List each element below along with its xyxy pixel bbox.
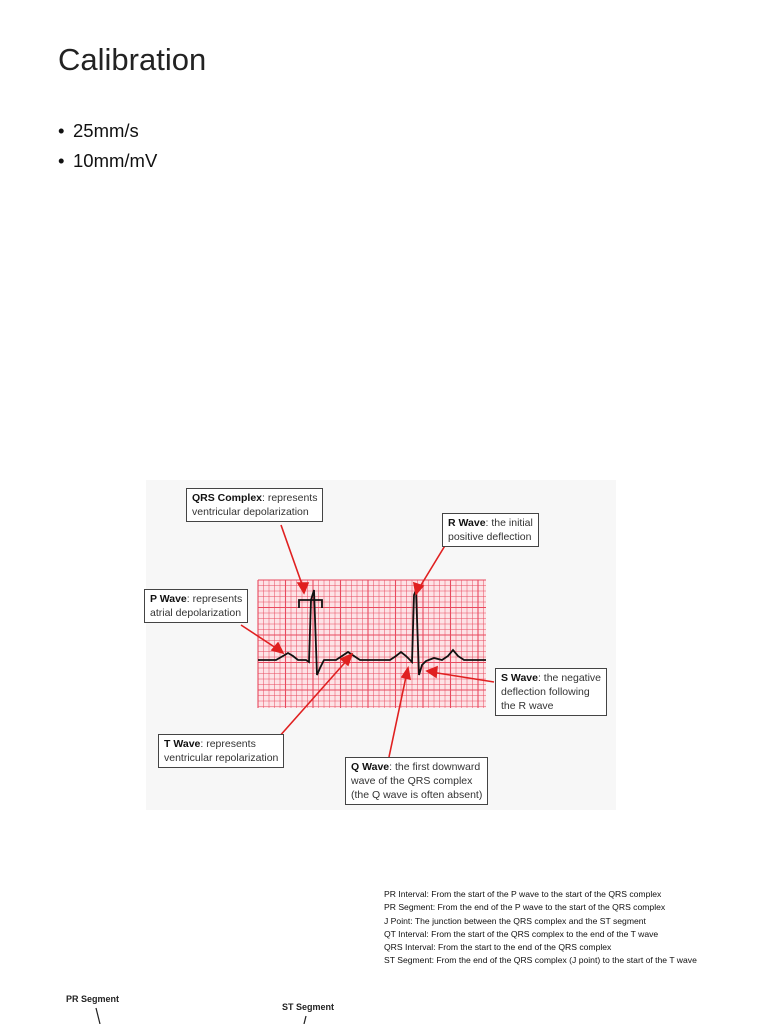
interval-definitions (384, 888, 697, 968)
callout-text: : represents (200, 738, 256, 750)
callout-text: : represents (186, 593, 243, 605)
bullet-item: • 25mm/s (58, 120, 139, 141)
callout-text: the R wave (501, 700, 554, 712)
bullet-list (58, 116, 157, 176)
callout-q-wave (345, 757, 488, 805)
callout-text: positive deflection (448, 531, 532, 543)
callout-text: : represents (262, 492, 318, 504)
grid-paper (258, 580, 486, 708)
callout-text: atrial depolarization (150, 607, 242, 619)
definition-line: QRS Interval: From the start to the end of the QRS complex (384, 942, 612, 953)
bullet-text: 25mm/s (73, 120, 139, 141)
callout-term: P Wave (150, 593, 187, 605)
st-segment-pointer (304, 1016, 306, 1024)
definition-line: ST Segment: From the end of the QRS complex (J point) to the start of the T wave (384, 955, 697, 966)
ecg-grid (258, 580, 486, 708)
callout-text: (the Q wave is often absent) (351, 789, 483, 801)
callout-qrs (186, 488, 323, 522)
callout-text: ventricular depolarization (192, 506, 309, 518)
definition-line: J Point: The junction between the QRS complex and the ST segment (384, 915, 646, 926)
callout-text: : the initial (485, 517, 533, 529)
slide-title: Calibration (58, 42, 207, 77)
bullet-text: 10mm/mV (73, 150, 158, 171)
callout-r-wave (442, 513, 539, 547)
pr-segment-label: PR Segment (66, 994, 120, 1004)
ecg-diagram (146, 480, 616, 810)
callout-p-wave (144, 589, 248, 623)
callout-term: T Wave (164, 738, 201, 750)
callout-text: wave of the QRS complex (351, 775, 473, 787)
callout-term: R Wave (448, 517, 486, 529)
callout-text: : the negative (537, 672, 602, 684)
callout-term: QRS Complex (192, 492, 263, 504)
definition-line: PR Segment: From the end of the P wave to the start of the QRS complex (384, 902, 666, 913)
definition-line: PR Interval: From the start of the P wave to the start of the QRS complex (384, 889, 662, 899)
callout-text: : the first downward (389, 761, 481, 773)
callout-text: ventricular repolarization (164, 752, 279, 764)
callout-term: S Wave (501, 672, 538, 684)
bullet-item: • 10mm/mV (58, 150, 158, 171)
pr-segment-pointer (96, 1008, 100, 1024)
callout-text: deflection following (501, 686, 590, 698)
callout-term: Q Wave (351, 761, 390, 773)
definition-line: QT Interval: From the start of the QRS complex to the end of the T wave (384, 928, 659, 939)
st-segment-label: ST Segment (282, 1002, 335, 1012)
callout-s-wave (495, 668, 607, 716)
callout-t-wave (158, 734, 284, 768)
